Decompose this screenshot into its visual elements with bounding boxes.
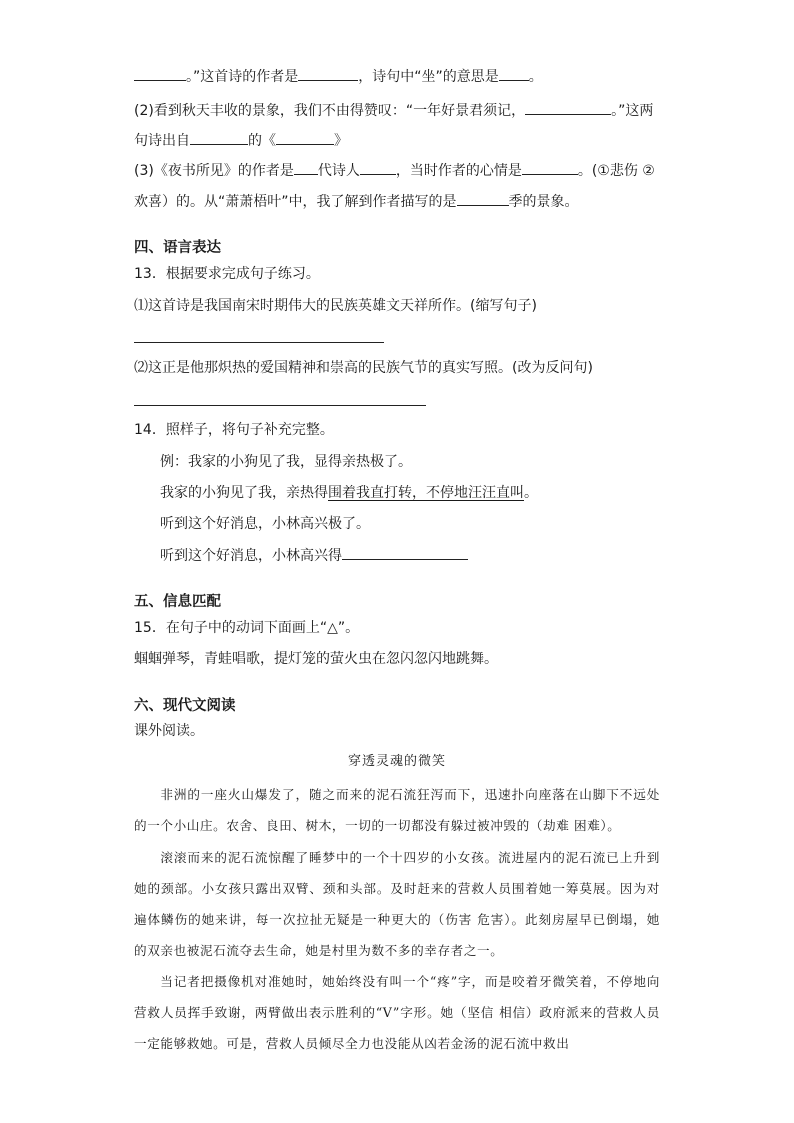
question-13-1: ⑴这首诗是我国南宋时期伟大的民族英雄文天祥所作。(缩写句子) <box>134 298 537 314</box>
question-15: 15．在句子中的动词下面画上“△”。 <box>134 620 360 636</box>
article-paragraph: 滚滚而来的泥石流惊醒了睡梦中的一个十四岁的小女孩。流进屋内的泥石流已上升到她的颈部。小女孩只露出双臂、颈和头部。及时赶来的营救人员围着她一筹莫展。因为对遍体鳞伤的她来讲，每一次拉扯无疑是一种更大的（伤害 危害）。此刻房屋早已倒塌，她的双亲也被泥石流夺去生命，她是村里为数不多的幸存者之一。 <box>134 850 660 958</box>
section-heading: 五、信息匹配 <box>134 594 221 610</box>
example-answer: 我家的小狗见了我，亲热得围着我直打转，不停地汪汪直叫。 <box>160 485 538 501</box>
poem-line-4: (3)《夜书所见》的作者是 代诗人 ，当时作者的心情是 。(①悲伤 ② <box>134 160 655 181</box>
section-heading: 六、现代文阅读 <box>134 698 236 714</box>
example-sentence: 例：我家的小狗见了我，显得亲热极了。 <box>160 454 412 470</box>
answer-blank[interactable] <box>525 100 611 115</box>
question-13: 13．根据要求完成句子练习。 <box>134 266 320 282</box>
question-13-2: ⑵这正是他那炽热的爱国精神和崇高的民族气节的真实写照。(改为反问句) <box>134 360 593 376</box>
answer-blank[interactable] <box>190 130 248 145</box>
sub-instruction: 课外阅读。 <box>134 723 204 739</box>
poem-line-1: 。”这首诗的作者是 ，诗句中“坐”的意思是 。 <box>134 66 543 87</box>
answer-blank[interactable] <box>522 160 578 175</box>
answer-blank[interactable] <box>134 66 186 81</box>
article-paragraph: 非洲的一座火山爆发了，随之而来的泥石流狂泻而下，迅速扑向座落在山脚下不远处的一个小山庄。农舍、良田、树木，一切的一切都没有躲过被冲毁的（劫难 困难）。 <box>134 787 660 833</box>
article-title: 穿透灵魂的微笑 <box>347 754 446 769</box>
answer-line[interactable] <box>134 405 426 406</box>
question-15-text: 蝈蝈弹琴，青蛙唱歌，提灯笼的萤火虫在忽闪忽闪地跳舞。 <box>134 651 498 667</box>
poem-line-3: 句诗出自 的《 》 <box>134 130 348 151</box>
question-14: 14．照样子，将句子补充完整。 <box>134 422 334 438</box>
section-heading: 四、语言表达 <box>134 240 221 256</box>
poem-line-2: (2)看到秋天丰收的景象，我们不由得赞叹：“一年好景君须记， 。”这两 <box>134 100 653 121</box>
answer-blank[interactable] <box>499 66 529 81</box>
sentence-1: 听到这个好消息，小林高兴极了。 <box>160 516 370 532</box>
answer-line[interactable] <box>134 342 384 343</box>
poem-line-5: 欢喜）的。从“萧萧梧叶”中，我了解到作者描写的是 季的景象。 <box>134 191 579 212</box>
answer-blank[interactable] <box>294 160 318 175</box>
answer-blank[interactable] <box>457 191 509 206</box>
answer-blank[interactable] <box>276 130 334 145</box>
sentence-2: 听到这个好消息，小林高兴得 <box>160 545 468 566</box>
answer-blank[interactable] <box>298 66 358 81</box>
answer-blank[interactable] <box>342 545 468 560</box>
answer-blank[interactable] <box>360 160 396 175</box>
article-paragraph: 当记者把摄像机对准她时，她始终没有叫一个“疼”字，而是咬着牙微笑着，不停地向营救人员挥手致谢，两臂做出表示胜利的“V”字形。她（坚信 相信）政府派来的营救人员一定能够救她。可是，营救人员倾尽全力也没能从凶若金汤的泥石流中救出 <box>134 974 660 1051</box>
